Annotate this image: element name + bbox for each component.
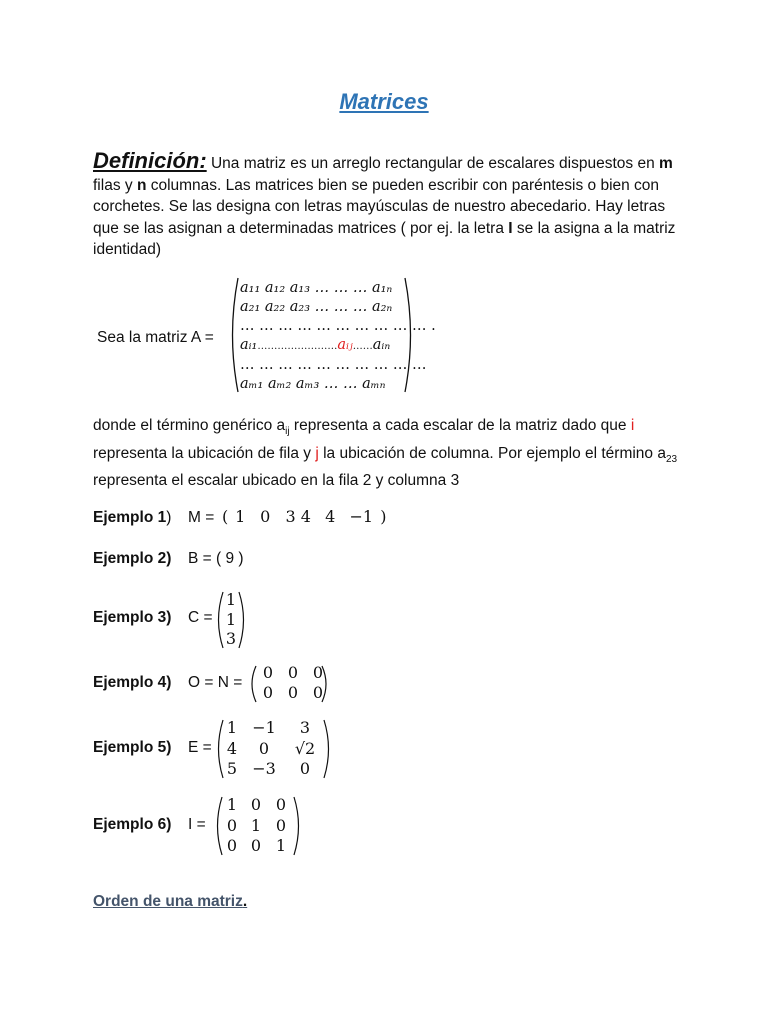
m-cell: 1 bbox=[235, 507, 246, 526]
general-matrix-left-paren bbox=[226, 276, 240, 394]
c-cell: 3 bbox=[225, 629, 237, 648]
right-paren: ) bbox=[380, 507, 387, 526]
e-cell: 3 bbox=[299, 718, 311, 737]
example-1-matrix bbox=[222, 507, 387, 526]
exp-text-3: representa la ubicación de fila y bbox=[93, 444, 316, 462]
dots-1: …………………… bbox=[257, 341, 338, 352]
section-orden-dot: . bbox=[242, 893, 248, 910]
a-in: aᵢₙ bbox=[372, 337, 391, 353]
example-5-right-paren bbox=[322, 718, 334, 780]
e-cell: 1 bbox=[226, 718, 238, 737]
section-orden-label: Orden de una matriz bbox=[93, 893, 243, 910]
c-cell: 1 bbox=[225, 590, 237, 609]
example-4-matrix bbox=[256, 663, 330, 702]
e-cell: 5 bbox=[226, 759, 238, 778]
example-6-eq: I = bbox=[188, 816, 206, 833]
i-cell: 0 bbox=[250, 795, 262, 814]
o-cell: 0 bbox=[287, 663, 299, 682]
example-5-label: Ejemplo 5) bbox=[93, 739, 172, 756]
e-cell: 4 bbox=[226, 738, 238, 758]
o-cell: 0 bbox=[262, 682, 274, 702]
example-5-matrix bbox=[222, 718, 324, 780]
section-orden-heading bbox=[93, 893, 247, 911]
i-cell: 1 bbox=[226, 795, 238, 814]
m-cell: 3 4 bbox=[285, 507, 311, 526]
def-n: n bbox=[136, 176, 147, 194]
example-2-eq: B = ( 9 ) bbox=[188, 550, 244, 567]
example-6-matrix bbox=[222, 795, 292, 857]
explanation-paragraph bbox=[93, 415, 693, 492]
def-I: I bbox=[508, 219, 513, 237]
i-cell: 0 bbox=[226, 815, 238, 835]
e-cell: −3 bbox=[252, 759, 276, 778]
e-cell: 0 bbox=[299, 759, 311, 778]
page-title: Matrices bbox=[339, 89, 429, 114]
a-i1: aᵢ₁ bbox=[240, 337, 258, 353]
e-cell: √2 bbox=[294, 738, 316, 758]
example-3-label: Ejemplo 3) bbox=[93, 609, 172, 626]
exp-text-4: la ubicación de columna. Por ejemplo el término a bbox=[318, 444, 666, 462]
exp-j: j bbox=[315, 444, 319, 462]
o-cell: 0 bbox=[312, 663, 324, 682]
i-cell: 0 bbox=[275, 815, 287, 835]
exp-sub-ij: ij bbox=[285, 426, 290, 438]
matrix-row-last: aₘ₁ aₘ₂ aₘ₃ … … aₘₙ bbox=[240, 376, 386, 392]
dots-2: …… bbox=[352, 341, 373, 352]
left-paren: ( bbox=[222, 507, 229, 526]
example-3-eq: C = bbox=[188, 609, 213, 626]
i-cell: 0 bbox=[226, 836, 238, 855]
example-6-label: Ejemplo 6) bbox=[93, 816, 172, 833]
i-cell: 0 bbox=[250, 836, 262, 855]
definition-paragraph bbox=[93, 150, 683, 261]
example-1-eq: M = bbox=[188, 509, 215, 526]
exp-text-5: representa el escalar ubicado en la fila 2 y columna 3 bbox=[93, 472, 460, 490]
matrix-row-5: … … … … … … … … … … bbox=[240, 357, 427, 373]
example-5-eq: E = bbox=[188, 739, 212, 756]
def-text-1: Una matriz es un arreglo rectangular de escalares dispuestos en bbox=[206, 155, 659, 172]
example-3-right-paren bbox=[237, 590, 249, 650]
matrix-row-3: … … … … … … … … … … . bbox=[240, 318, 436, 334]
exp-text-1: donde el término genérico a bbox=[93, 417, 286, 434]
example-3-matrix bbox=[224, 590, 238, 649]
o-cell: 0 bbox=[312, 682, 324, 702]
general-matrix-right-paren bbox=[403, 276, 417, 394]
a-ij: aᵢⱼ bbox=[337, 337, 353, 353]
def-text-2: filas y bbox=[93, 176, 137, 194]
example-1-label-text: Ejemplo 1 bbox=[93, 509, 167, 526]
def-text-3: columnas. Las matrices bien se pueden escribir con paréntesis o bien con corchetes. Se las designa con letras mayúsculas de nuestro abecedario. Hay letras que se las asignan a determinadas matrices ( por ej. la letra bbox=[93, 176, 666, 237]
def-m: m bbox=[659, 155, 673, 172]
e-cell: −1 bbox=[252, 718, 276, 737]
example-2-label: Ejemplo 2) bbox=[93, 550, 172, 567]
m-cell: −1 bbox=[349, 507, 374, 526]
example-1-label-close: ) bbox=[166, 509, 172, 526]
exp-i: i bbox=[630, 417, 635, 434]
general-matrix-label: Sea la matriz A = bbox=[97, 329, 214, 346]
i-cell: 1 bbox=[250, 815, 262, 835]
o-cell: 0 bbox=[262, 663, 274, 682]
matrix-row-2: a₂₁ a₂₂ a₂₃ … … … a₂ₙ bbox=[240, 299, 393, 315]
example-4-label: Ejemplo 4) bbox=[93, 674, 172, 691]
example-6-right-paren bbox=[292, 795, 304, 857]
m-cell: 0 bbox=[260, 507, 271, 526]
o-cell: 0 bbox=[287, 682, 299, 702]
i-cell: 1 bbox=[275, 836, 287, 855]
exp-sub-23: 23 bbox=[665, 453, 678, 465]
definition-heading: Definición: bbox=[93, 148, 207, 173]
i-cell: 0 bbox=[275, 795, 287, 814]
e-cell: 0 bbox=[258, 738, 270, 758]
matrix-row-1: a₁₁ a₁₂ a₁₃ … … … a₁ₙ bbox=[240, 280, 393, 296]
def-text-4: se la asigna a la matriz identidad) bbox=[93, 219, 676, 258]
c-cell: 1 bbox=[225, 609, 237, 629]
example-1-label bbox=[93, 509, 171, 527]
example-4-eq: O = N = bbox=[188, 674, 243, 691]
m-cell: 4 bbox=[325, 507, 336, 526]
example-4-right-paren bbox=[320, 664, 332, 704]
exp-text-2: representa a cada escalar de la matriz dado que bbox=[289, 417, 631, 434]
